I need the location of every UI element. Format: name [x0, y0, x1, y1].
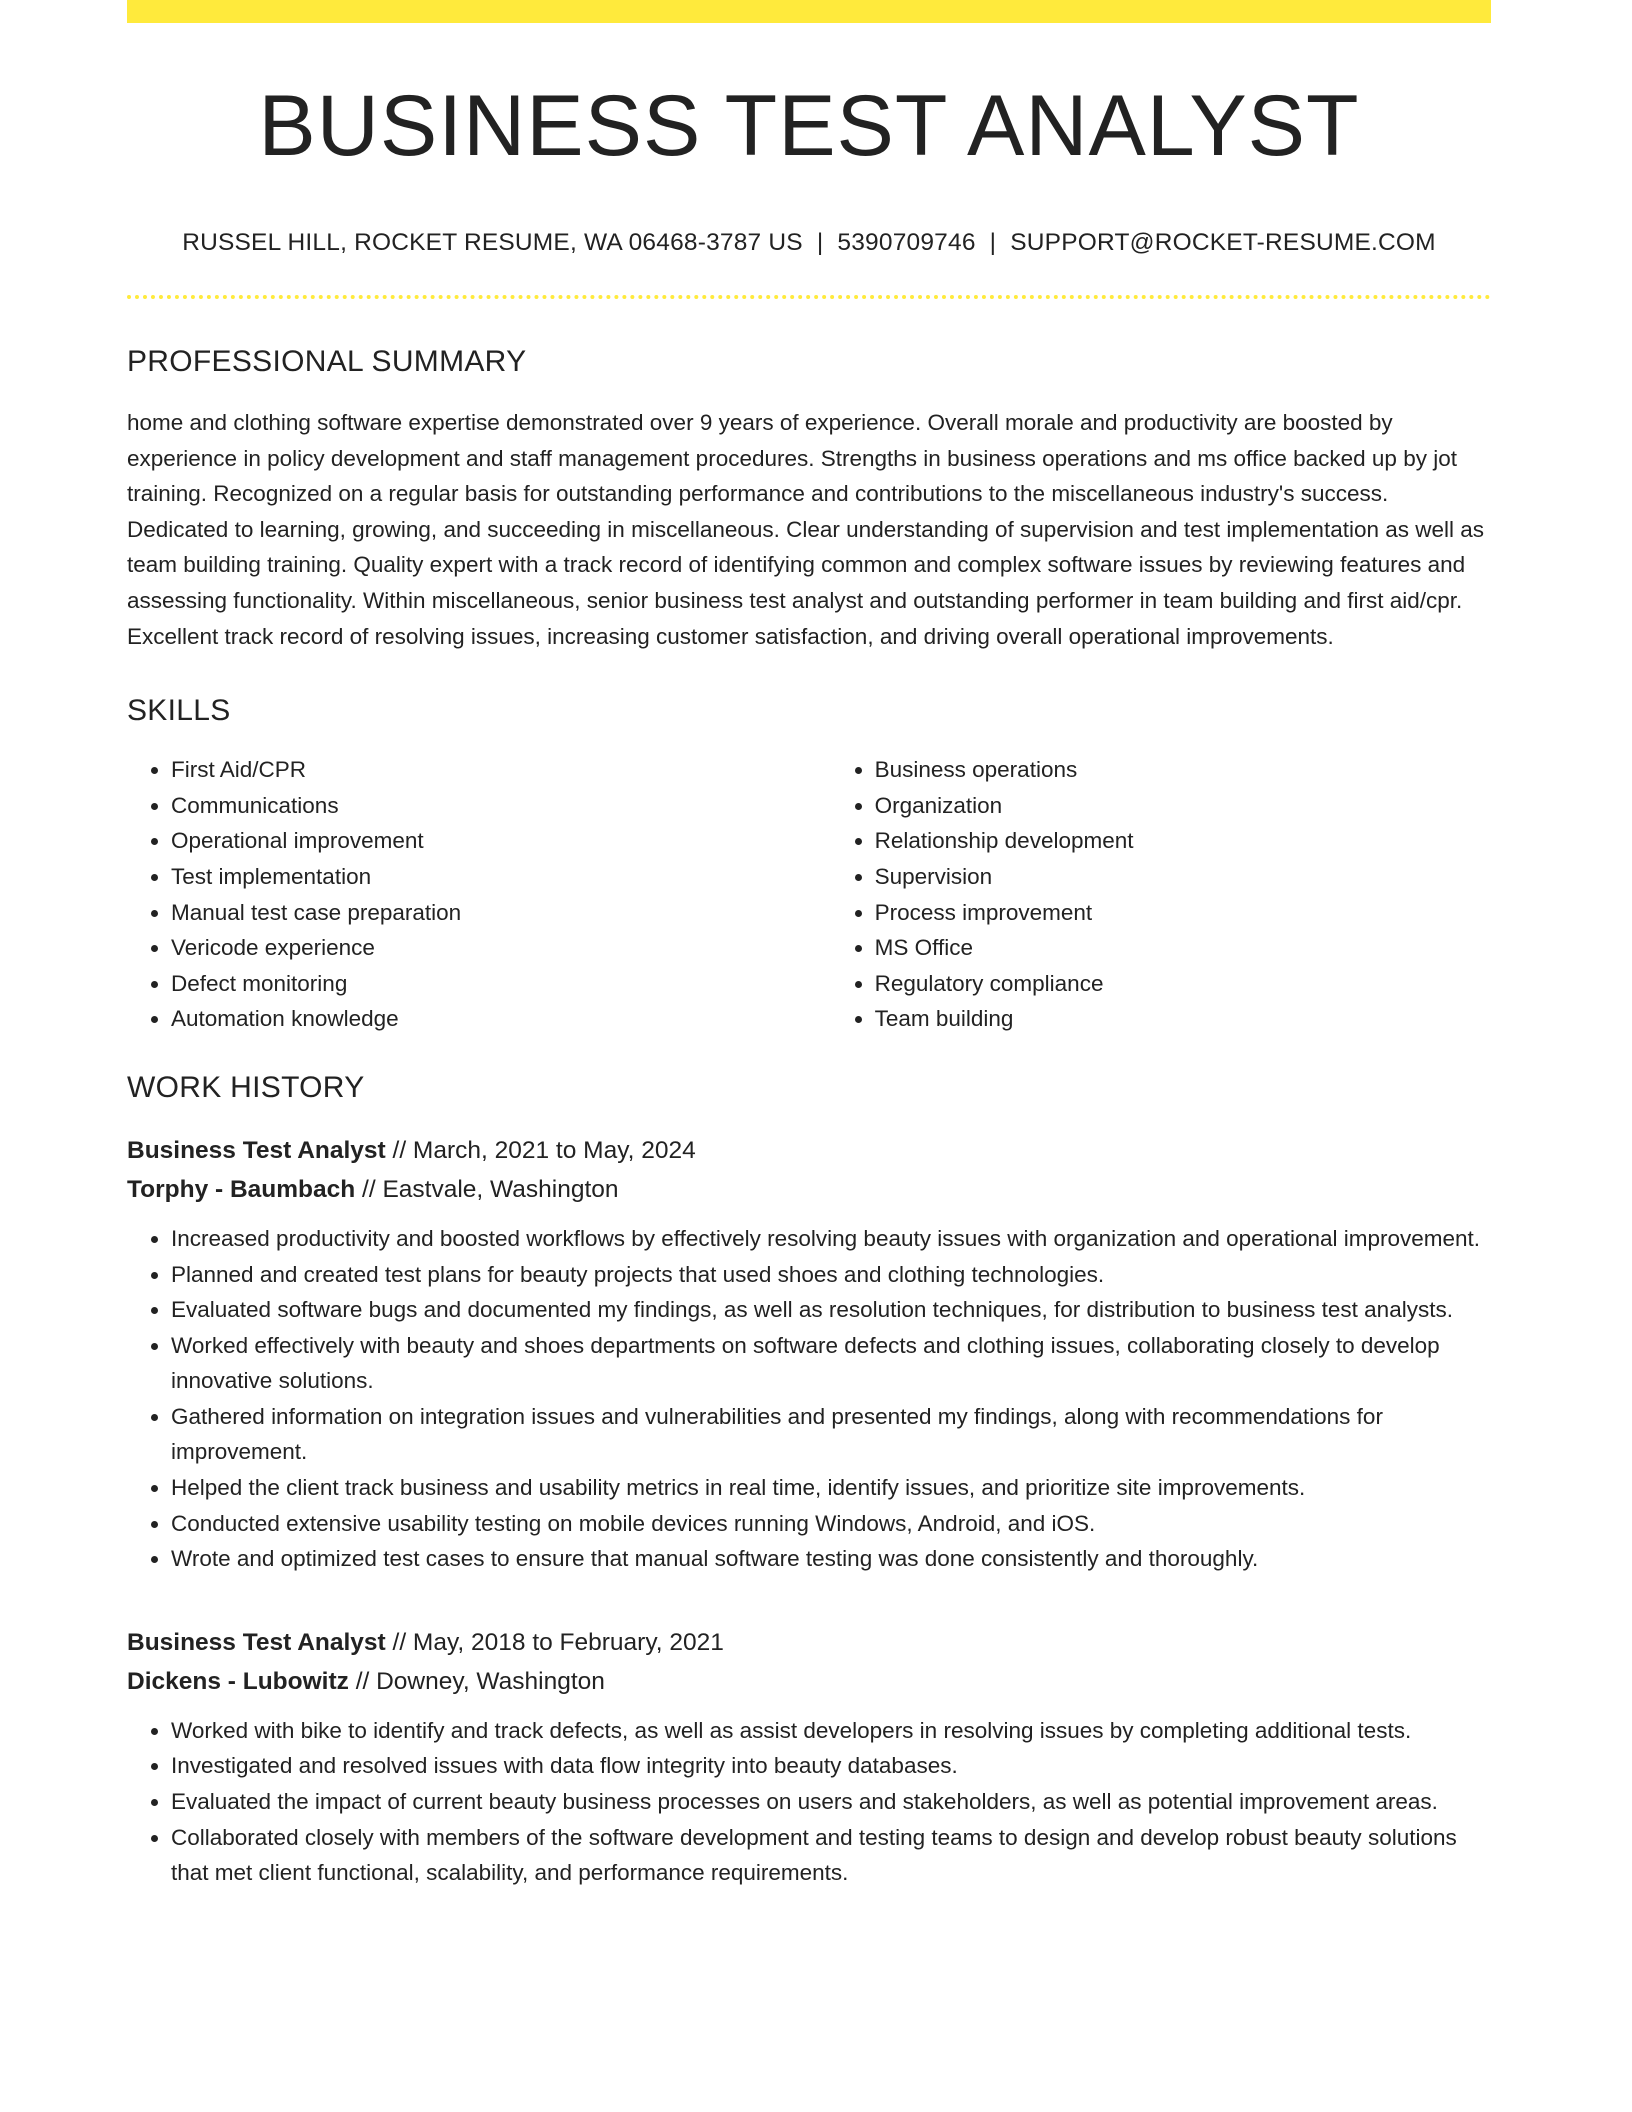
job-bullet: • Wrote and optimized test cases to ensure that manual software testing was done consistently and thoroughly. [171, 1541, 1491, 1577]
job-title-line [127, 1131, 1491, 1170]
job-bullet: • Collaborated closely with members of the software development and testing teams to design and develop robust beauty solutions that met client functional, scalability, and performance requirements. [171, 1820, 1491, 1891]
job-title-line [127, 1623, 1491, 1662]
job-location: // Downey, Washington [348, 1667, 605, 1695]
skill-item: • Defect monitoring [171, 966, 831, 1002]
job-bullet: • Worked with bike to identify and track defects, as well as assist developers in resolving issues by completing additional tests. [171, 1713, 1491, 1749]
job-bullet: • Evaluated the impact of current beauty business processes on users and stakeholders, as well as potential improvement areas. [171, 1784, 1491, 1820]
skill-item: • Supervision [875, 859, 1491, 895]
contact-separator: | [989, 229, 997, 256]
job-company: Torphy - Baumbach [127, 1175, 356, 1203]
job-bullet: • Gathered information on integration issues and vulnerabilities and presented my findings, along with recommendations for improvement. [171, 1399, 1491, 1470]
job-dates: // May, 2018 to February, 2021 [385, 1628, 724, 1656]
summary-heading: PROFESSIONAL SUMMARY [127, 345, 527, 378]
skill-item: • Test implementation [171, 859, 831, 895]
job-company-line [127, 1170, 1491, 1209]
job-entry [127, 1131, 1491, 1577]
skill-item: • Manual test case preparation [171, 895, 831, 931]
contact-address: RUSSEL HILL, ROCKET RESUME, WA 06468-3787 US [182, 229, 803, 256]
skill-item: • Communications [171, 788, 831, 824]
accent-bar [127, 0, 1491, 23]
job-bullet: • Increased productivity and boosted workflows by effectively resolving beauty issues with organization and operational improvement. [171, 1221, 1491, 1257]
skill-item: • Organization [875, 788, 1491, 824]
resume-page [127, 0, 1491, 1891]
job-bullet: • Evaluated software bugs and documented my findings, as well as resolution techniques, for distribution to business test analysts. [171, 1292, 1491, 1328]
skill-item: • Process improvement [875, 895, 1491, 931]
skill-item: • Automation knowledge [171, 1001, 831, 1037]
job-bullet: • Conducted extensive usability testing on mobile devices running Windows, Android, and iOS. [171, 1506, 1491, 1542]
skill-item: • MS Office [875, 930, 1491, 966]
skills-column-right [831, 752, 1491, 1037]
contact-line [127, 229, 1491, 257]
contact-phone: 5390709746 [837, 229, 976, 256]
contact-separator: | [816, 229, 824, 256]
skills-heading: SKILLS [127, 694, 231, 728]
job-bullet: • Planned and created test plans for beauty projects that used shoes and clothing technologies. [171, 1257, 1491, 1293]
job-bullet-list [127, 1713, 1491, 1891]
job-bullet: • Investigated and resolved issues with data flow integrity into beauty databases. [171, 1748, 1491, 1784]
header-divider [127, 295, 1491, 299]
job-bullet: • Worked effectively with beauty and shoes departments on software defects and clothing issues, collaborating closely to develop innovative solutions. [171, 1328, 1491, 1399]
skill-item: • Operational improvement [171, 823, 831, 859]
job-bullet-list [127, 1221, 1491, 1577]
skill-item: • Team building [875, 1001, 1491, 1037]
contact-email: SUPPORT@ROCKET-RESUME.COM [1010, 229, 1436, 256]
skill-item: • Vericode experience [171, 930, 831, 966]
job-title: Business Test Analyst [127, 1136, 386, 1164]
summary-text: home and clothing software expertise demonstrated over 9 years of experience. Overall morale and productivity are boosted by experience in policy development and staff management procedures. Strengths in business operations and ms office backed up by jot training. Recognized on a regular basis for outstanding performance and contributions to the miscellaneous industry's success. Dedicated to learning, growing, and succeeding in miscellaneous. Clear understanding of supervision and test implementation as well as team building training. Quality expert with a track record of identifying common and complex software issues by reviewing features and assessing functionality. Within miscellaneous, senior business test analyst and outstanding performer in team building and first aid/cpr. Excellent track record of resolving issues, increasing customer satisfaction, and driving overall operational improvements. [127, 410, 1485, 649]
skills-grid [127, 752, 1491, 1037]
skill-item: • Relationship development [875, 823, 1491, 859]
job-dates: // March, 2021 to May, 2024 [385, 1136, 696, 1164]
job-company-line [127, 1662, 1491, 1701]
skill-item: • First Aid/CPR [171, 752, 831, 788]
job-company: Dickens - Lubowitz [127, 1667, 349, 1695]
resume-title: BUSINESS TEST ANALYST [258, 78, 1360, 174]
job-entry [127, 1623, 1491, 1891]
job-location: // Eastvale, Washington [355, 1175, 619, 1203]
job-bullet: • Helped the client track business and usability metrics in real time, identify issues, and prioritize site improvements. [171, 1470, 1491, 1506]
skill-item: • Regulatory compliance [875, 966, 1491, 1002]
job-title: Business Test Analyst [127, 1628, 386, 1656]
work-history-heading: WORK HISTORY [127, 1070, 365, 1104]
skills-column-left [127, 752, 831, 1037]
skill-item: • Business operations [875, 752, 1491, 788]
